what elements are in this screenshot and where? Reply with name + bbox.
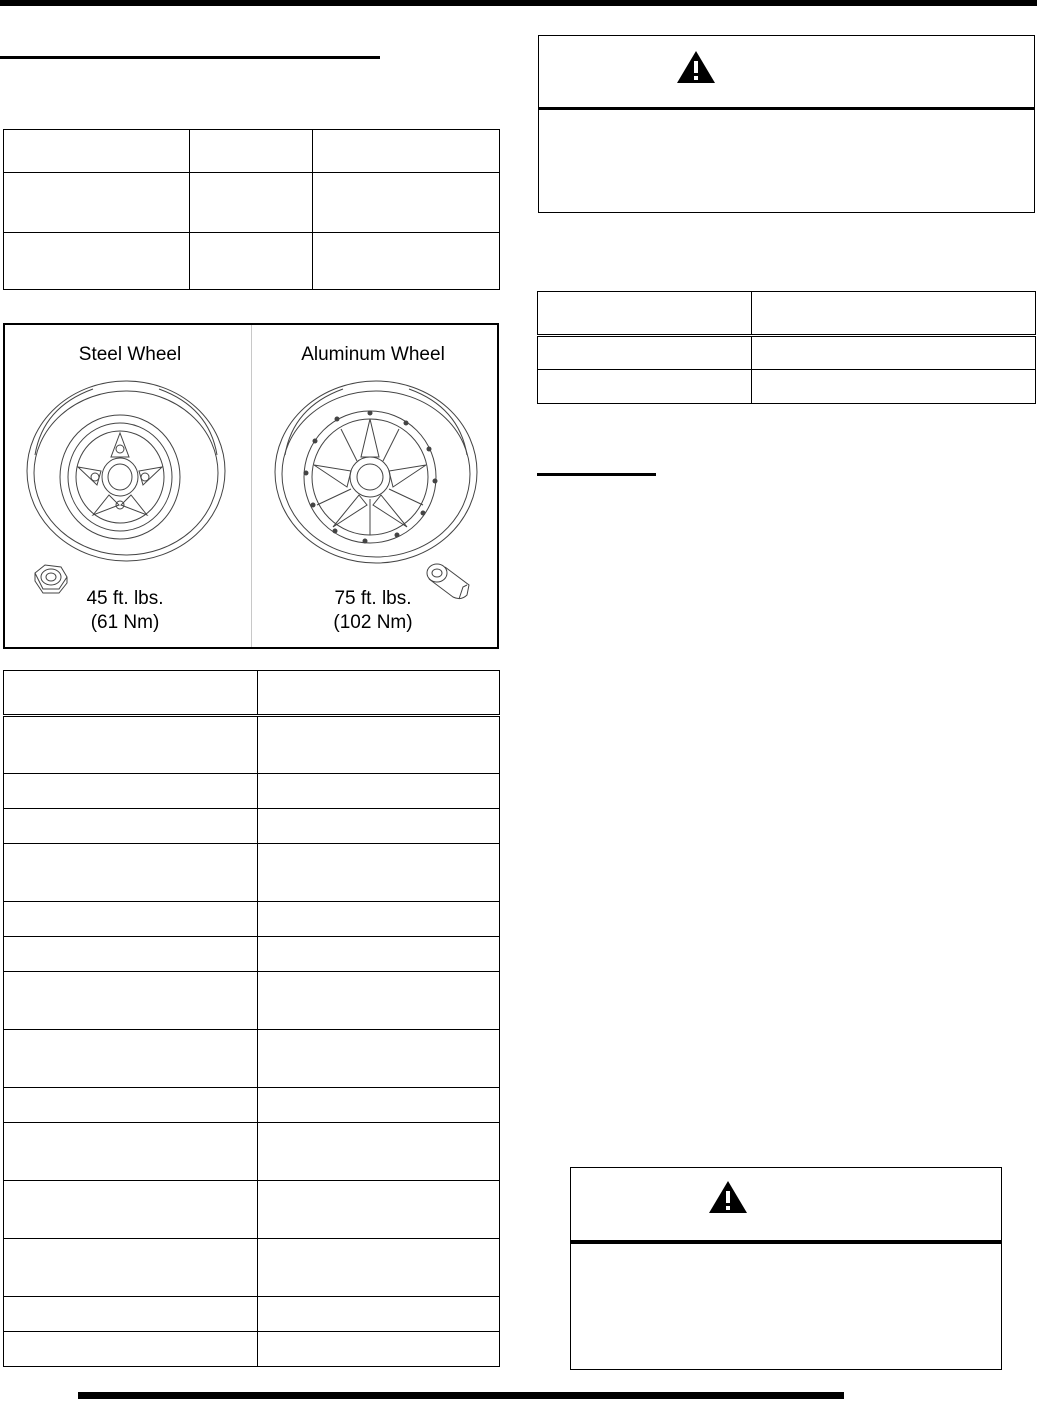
section-heading-underline bbox=[0, 56, 380, 59]
table-row bbox=[4, 1088, 500, 1123]
table-row bbox=[4, 1123, 500, 1181]
aluminum-wheel-icon bbox=[271, 377, 481, 567]
table-row bbox=[4, 902, 500, 937]
table-row bbox=[4, 1181, 500, 1239]
table-header-row bbox=[4, 130, 500, 173]
steel-wheel-title: Steel Wheel bbox=[78, 344, 182, 365]
steel-torque-nm: (61 Nm) bbox=[90, 612, 160, 633]
steel-torque-ftlbs: 45 ft. lbs. bbox=[86, 588, 164, 609]
warning-header-rule bbox=[539, 107, 1034, 110]
warning-box bbox=[570, 1167, 1002, 1370]
table-row bbox=[4, 173, 500, 233]
table-row bbox=[4, 809, 500, 844]
table-row bbox=[4, 1239, 500, 1297]
table-row bbox=[4, 844, 500, 902]
figure-divider bbox=[251, 325, 252, 647]
table-row bbox=[4, 972, 500, 1030]
table-header-row bbox=[538, 292, 1036, 336]
table-header-row bbox=[4, 671, 500, 716]
table-row bbox=[538, 336, 1036, 370]
section-heading-underline bbox=[537, 473, 656, 476]
warning-box bbox=[538, 35, 1035, 213]
table-row bbox=[4, 774, 500, 809]
aluminum-torque-nm: (102 Nm) bbox=[333, 612, 413, 633]
steel-wheel-icon bbox=[23, 377, 229, 565]
wheel-spec-table bbox=[3, 129, 500, 290]
tire-spec-table bbox=[3, 670, 500, 1367]
table-row bbox=[4, 1332, 500, 1367]
warning-triangle-icon bbox=[676, 50, 716, 84]
wheel-torque-figure bbox=[3, 323, 499, 649]
warning-triangle-icon bbox=[708, 1180, 748, 1214]
table-row bbox=[4, 233, 500, 290]
table-row bbox=[538, 370, 1036, 404]
table-row bbox=[4, 1297, 500, 1332]
table-row bbox=[4, 937, 500, 972]
table-row bbox=[4, 1030, 500, 1088]
table-row bbox=[4, 716, 500, 774]
bottom-page-rule bbox=[78, 1392, 844, 1399]
aluminum-wheel-title: Aluminum Wheel bbox=[301, 344, 445, 365]
warning-header-rule bbox=[571, 1240, 1001, 1244]
top-page-rule bbox=[0, 0, 1037, 6]
pressure-table bbox=[537, 291, 1036, 404]
aluminum-torque-ftlbs: 75 ft. lbs. bbox=[334, 588, 412, 609]
